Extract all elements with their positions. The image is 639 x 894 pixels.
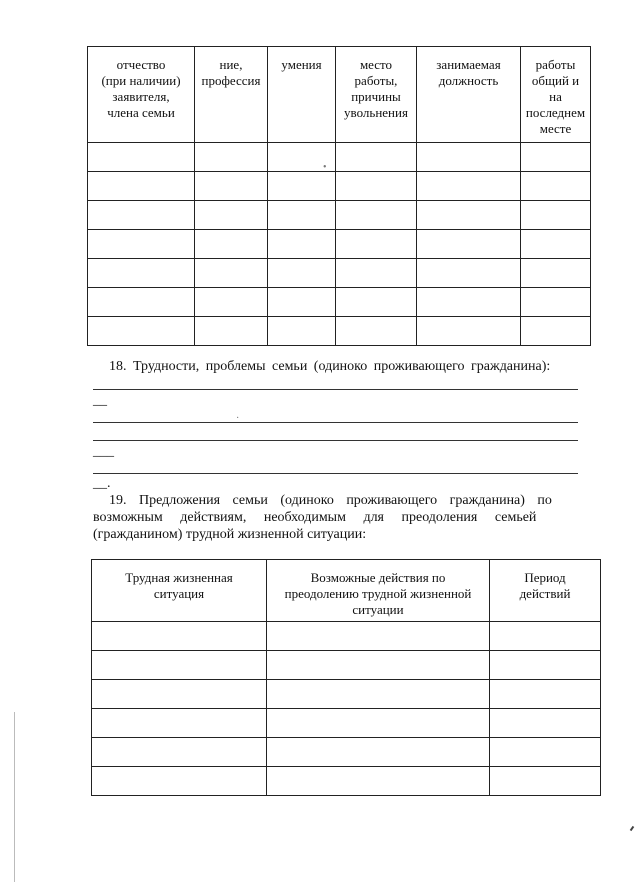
table-row: [88, 288, 591, 317]
table-row: [88, 172, 591, 201]
fill-line[interactable]: [93, 422, 578, 423]
fill-dash: __: [93, 393, 107, 408]
table-row: [88, 201, 591, 230]
section-18-heading: 18. Трудности, проблемы семьи (одиноко проживающего гражданина):: [109, 359, 551, 374]
table-row: [92, 651, 601, 680]
section-19-line-1: 19. Предложения семьи (одиноко проживающего гражданина) по: [109, 493, 552, 508]
column-header-patronymic: отчество (при наличии) заявителя, члена семьи: [88, 47, 195, 143]
table-row: [88, 259, 591, 288]
section-18: [93, 358, 585, 375]
table-row: [88, 317, 591, 346]
scan-edge-line: [14, 712, 15, 882]
table-row: [88, 143, 591, 172]
table-row: [92, 738, 601, 767]
column-header-situation: Трудная жизненная ситуация: [92, 560, 267, 622]
table-row: [88, 230, 591, 259]
fill-dash: __.: [93, 476, 111, 491]
table-row: [92, 680, 601, 709]
fill-line[interactable]: [93, 473, 578, 474]
fill-dash: ___: [93, 444, 114, 459]
table-row: [92, 622, 601, 651]
fill-line[interactable]: [93, 389, 578, 390]
column-header-period: Период действий: [490, 560, 601, 622]
column-header-work-experience: работы общий и на последнем месте: [521, 47, 591, 143]
table-header-row: [88, 47, 591, 143]
column-header-workplace: место работы, причины увольнения: [336, 47, 417, 143]
fill-line[interactable]: [93, 440, 578, 441]
section-19-line-2: возможным действиям, необходимым для преодоления семьей: [93, 510, 537, 525]
column-header-possible-actions: Возможные действия по преодолению трудной жизненной ситуации: [267, 560, 490, 622]
section-19: [93, 492, 585, 543]
section-19-line-3: (гражданином) трудной жизненной ситуации:: [93, 527, 367, 542]
column-header-position: занимаемая должность: [417, 47, 521, 143]
table-row: [92, 767, 601, 796]
column-header-profession: ние, профессия: [195, 47, 268, 143]
scan-dot: •: [323, 162, 327, 173]
difficult-situation-actions-table: [91, 559, 601, 796]
scan-dot: ·: [236, 413, 240, 424]
table-row: [92, 709, 601, 738]
scan-mark-right: [630, 826, 635, 831]
family-members-employment-table: [87, 46, 591, 346]
table-header-row: [92, 560, 601, 622]
column-header-skills: умения: [268, 47, 336, 143]
